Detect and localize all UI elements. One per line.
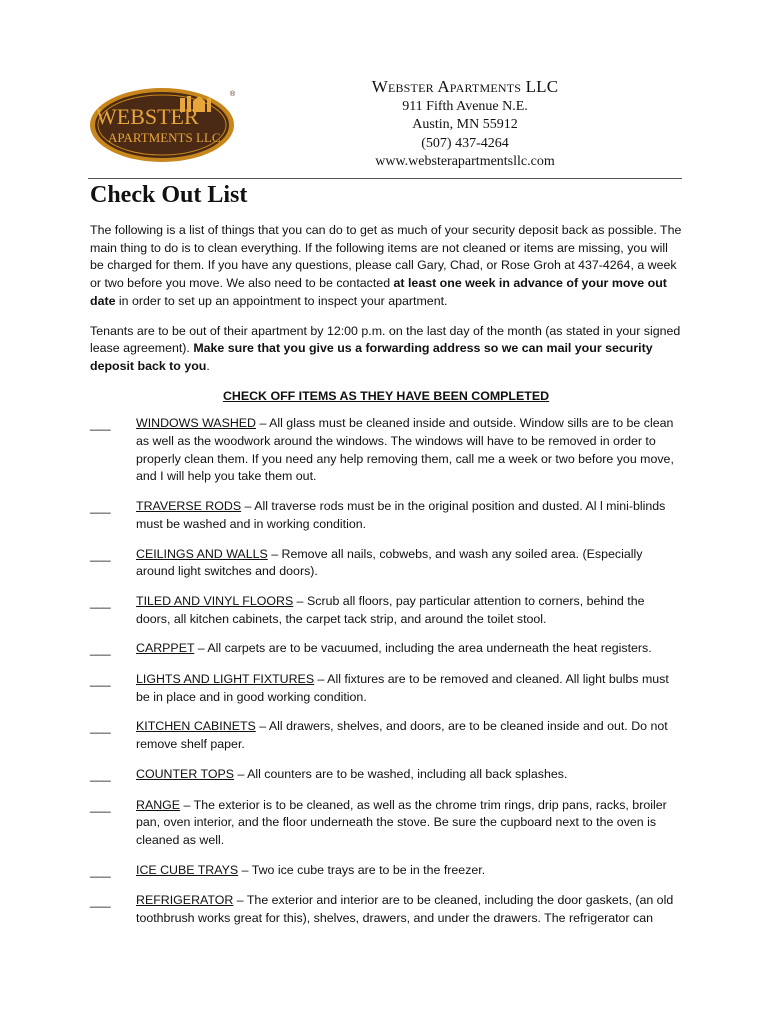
check-blank[interactable]: ___ bbox=[90, 417, 111, 432]
city-line: Austin, MN 55912 bbox=[412, 117, 518, 132]
checklist-item bbox=[90, 640, 682, 659]
intro2-bold-text: Make sure that you give us a forwarding address so we can mail your security deposit back to you bbox=[90, 341, 653, 373]
website-line: www.websterapartmentsllc.com bbox=[375, 154, 555, 169]
item-description: – All fixtures are to be removed and cleaned. All light bulbs must be in place and in good working condition. bbox=[136, 672, 669, 704]
check-blank[interactable]: ___ bbox=[90, 798, 111, 813]
intro-paragraph-2 bbox=[90, 323, 682, 376]
check-blank[interactable]: ___ bbox=[90, 642, 111, 657]
item-description: – All drawers, shelves, and doors, are to be cleaned inside and out. Do not remove shelf paper. bbox=[136, 719, 668, 752]
check-blank[interactable]: ___ bbox=[90, 547, 111, 562]
item-term: REFRIGERATOR bbox=[136, 893, 234, 908]
document-body bbox=[90, 222, 682, 940]
item-term: CARPPET bbox=[136, 641, 195, 656]
item-text bbox=[136, 498, 682, 533]
item-term: KITCHEN CABINETS bbox=[136, 719, 256, 734]
logo-text-bottom: APARTMENTS LLC bbox=[108, 130, 221, 145]
address-line: 911 Fifth Avenue N.E. bbox=[402, 98, 528, 114]
item-term: ICE CUBE TRAYS bbox=[136, 862, 239, 877]
checklist-item bbox=[90, 498, 682, 533]
checklist-item bbox=[90, 862, 682, 881]
item-text bbox=[136, 797, 682, 850]
item-description: – All traverse rods must be in the original position and dusted. Al l mini-blinds must be washed and in working condition. bbox=[136, 499, 666, 531]
check-blank[interactable]: ___ bbox=[90, 863, 111, 878]
item-description: – Remove all nails, cobwebs, and wash any soiled area. (Especially around light switches and doors). bbox=[136, 546, 643, 579]
item-text bbox=[136, 593, 682, 628]
check-blank[interactable]: ___ bbox=[90, 720, 111, 735]
logo-emblem bbox=[88, 84, 240, 164]
page-title: Check Out List bbox=[90, 182, 248, 208]
company-name: Webster Apartments LLC bbox=[371, 77, 559, 96]
check-blank[interactable]: ___ bbox=[90, 594, 111, 609]
item-term: LIGHTS AND LIGHT FIXTURES bbox=[136, 672, 315, 687]
checklist-item bbox=[90, 766, 682, 785]
item-term: WINDOWS WASHED bbox=[136, 416, 256, 431]
intro-text: The following is a list of things that you can do to get as much of your security deposit back as possible. The main thing to do is to clean everything. If the following items are not cleaned or items are missing, you will be charged for them. If you have any questions, please call Gary, Chad, or Rose Groh at 437-4264, a week or two before you move. We also need to be contacted bbox=[90, 223, 682, 291]
item-description: – Two ice cube trays are to be in the freezer. bbox=[238, 862, 486, 877]
item-term: COUNTER TOPS bbox=[136, 766, 234, 781]
intro-bold-text: at least one week in advance of your move out date bbox=[90, 276, 667, 308]
item-text bbox=[136, 862, 682, 881]
checklist-item bbox=[90, 797, 682, 850]
item-text bbox=[136, 640, 682, 659]
item-text bbox=[136, 546, 682, 581]
check-blank[interactable]: ___ bbox=[90, 767, 111, 782]
phone-line: (507) 437-4264 bbox=[421, 135, 509, 151]
item-term: RANGE bbox=[136, 797, 181, 812]
item-description: – All glass must be cleaned inside and outside. Window sills are to be clean as well as the woodwork around the windows. The windows will have to be removed in order to properly clean them. If you need any help removing them, call me a week or two before you move, and I will help you take them out. bbox=[136, 416, 674, 484]
item-description: – All counters are to be washed, including all back splashes. bbox=[234, 766, 568, 781]
intro2-text-end: . bbox=[206, 358, 210, 373]
registered-mark: ® bbox=[230, 91, 236, 98]
checklist-item bbox=[90, 671, 682, 706]
checklist-item bbox=[90, 415, 682, 486]
checklist-item bbox=[90, 546, 682, 581]
checklist-item bbox=[90, 593, 682, 628]
checklist-item bbox=[90, 718, 682, 753]
item-term: TRAVERSE RODS bbox=[136, 499, 242, 514]
intro-text-end: in order to set up an appointment to inspect your apartment. bbox=[115, 293, 448, 308]
logo-text-top: WEBSTER bbox=[96, 104, 199, 129]
item-term: TILED AND VINYL FLOORS bbox=[136, 593, 294, 608]
company-logo bbox=[88, 84, 240, 164]
item-description: – Scrub all floors, pay particular attention to corners, behind the doors, all kitchen cabinets, the carpet tack strip, and around the toilet stool. bbox=[136, 593, 645, 626]
checklist-heading: CHECK OFF ITEMS AS THEY HAVE BEEN COMPLETED bbox=[222, 388, 550, 403]
item-description: – The exterior and interior are to be cleaned, including the door gaskets, (an old toothbrush works great for this), shelves, drawers, and under the drawers. The refrigerator can bbox=[136, 893, 674, 926]
checklist-item bbox=[90, 892, 682, 927]
header-divider bbox=[88, 178, 682, 179]
item-term: CEILINGS AND WALLS bbox=[136, 546, 268, 561]
letterhead bbox=[330, 78, 600, 172]
check-blank[interactable]: ___ bbox=[90, 673, 111, 688]
item-text bbox=[136, 671, 682, 706]
item-text bbox=[136, 892, 682, 927]
item-description: – The exterior is to be cleaned, as well as the chrome trim rings, drip pans, racks, broiler pan, oven interior, and the floor underneath the stove. Be sure the cupboard next to the oven is cleaned as well. bbox=[136, 797, 667, 847]
item-text bbox=[136, 766, 682, 785]
check-blank[interactable]: ___ bbox=[90, 500, 111, 515]
intro2-text: Tenants are to be out of their apartment by 12:00 p.m. on the last day of the month (as stated in your signed lease agreement). bbox=[90, 323, 681, 356]
intro-paragraph-1 bbox=[90, 222, 682, 311]
item-text bbox=[136, 415, 682, 486]
item-description: – All carpets are to be vacuumed, including the area underneath the heat registers. bbox=[194, 641, 652, 656]
check-blank[interactable]: ___ bbox=[90, 894, 111, 909]
item-text bbox=[136, 718, 682, 753]
